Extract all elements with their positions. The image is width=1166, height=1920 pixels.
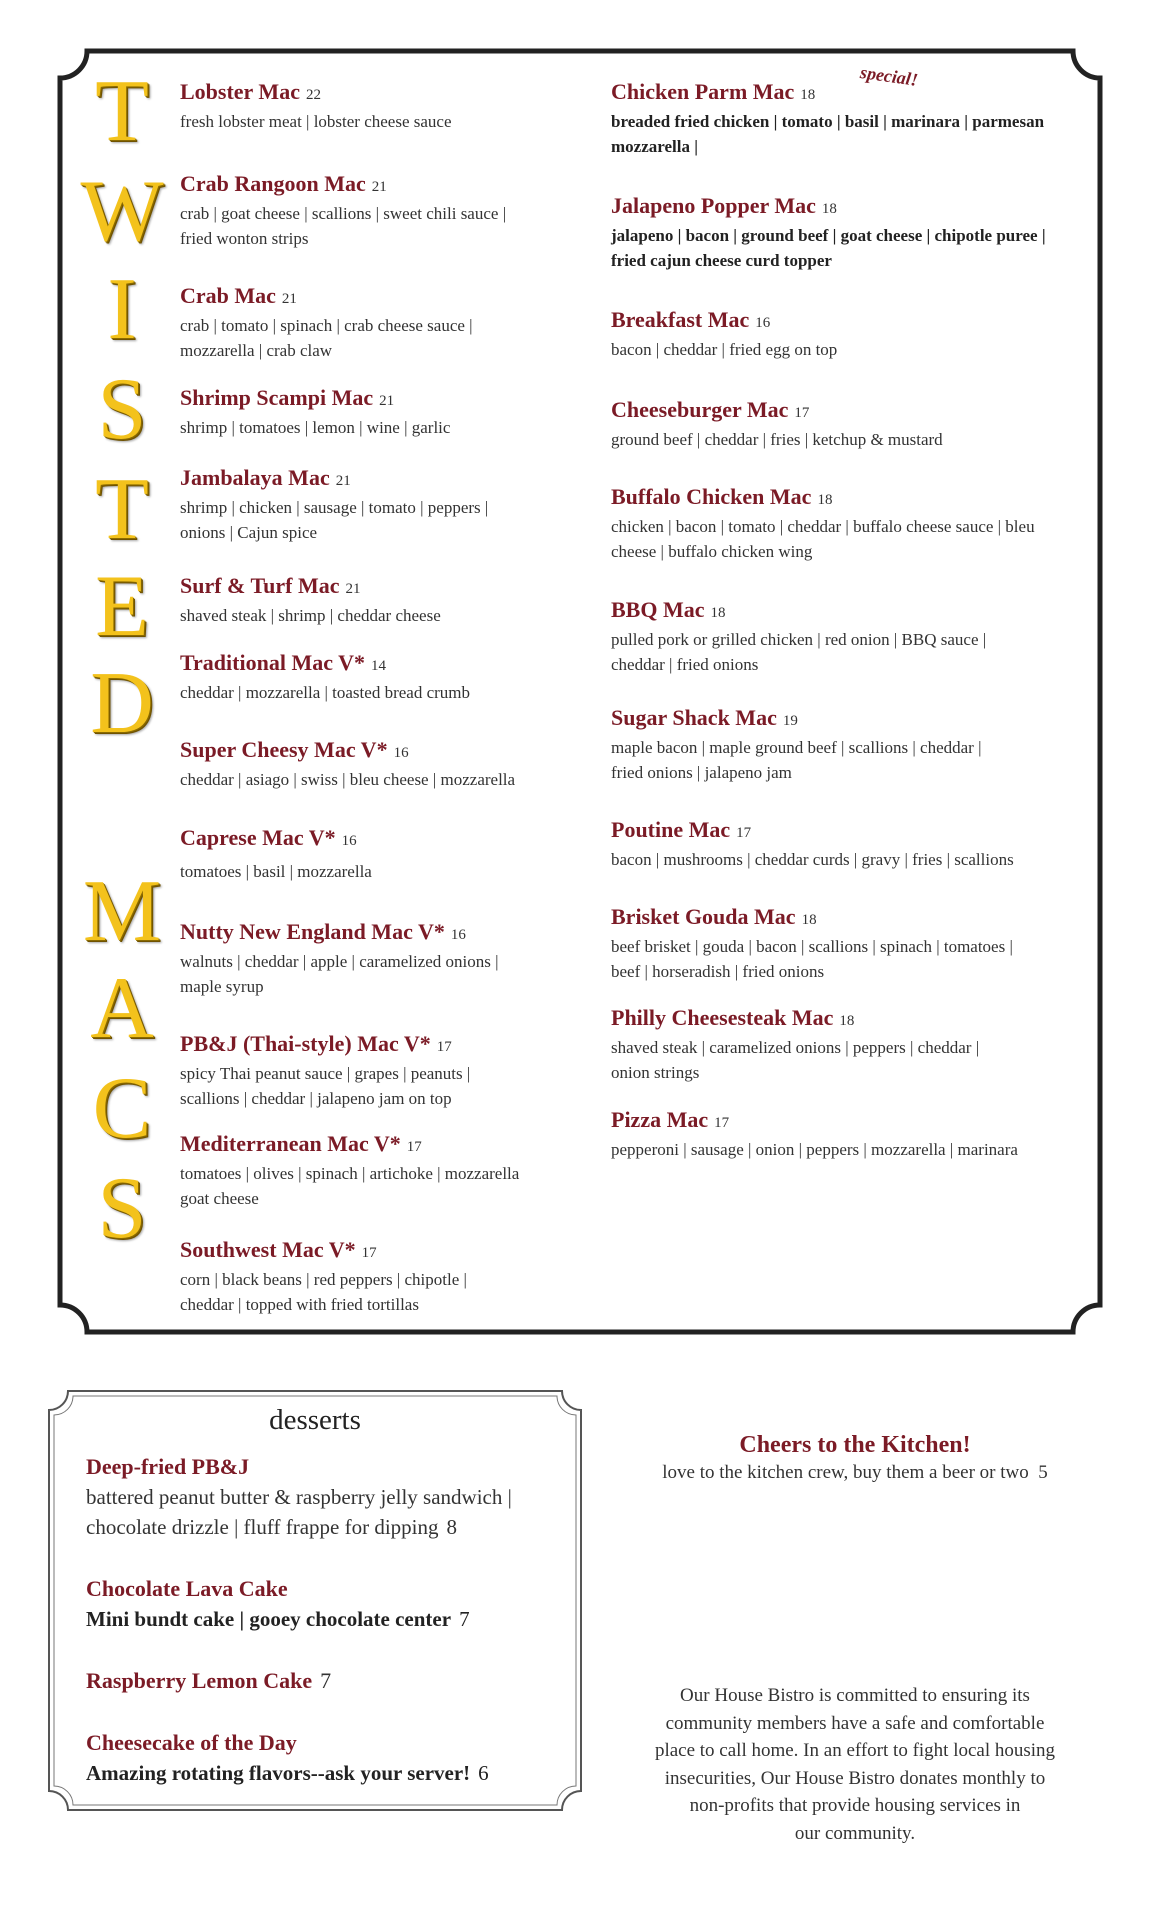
item-description: bacon | mushrooms | cheddar curds | gravy | fries | scallions: [611, 850, 1014, 869]
item-description: maple bacon | maple ground beef | scallions | cheddar |: [611, 738, 982, 757]
dessert-name: Deep-fried PB&J: [86, 1454, 250, 1479]
item-description: chicken | bacon | tomato | cheddar | buffalo cheese sauce | bleu: [611, 517, 1035, 536]
item-description: shrimp | tomatoes | lemon | wine | garlic: [180, 418, 451, 437]
item-name: Brisket Gouda Mac: [611, 904, 796, 929]
menu-item: [611, 1004, 1101, 1085]
dessert-price: 6: [478, 1761, 489, 1785]
item-price: 21: [379, 393, 395, 409]
title-letter: S: [97, 361, 147, 458]
item-description: corn | black beans | red peppers | chipotle |: [180, 1270, 467, 1289]
item-price: 17: [714, 1115, 730, 1131]
dessert-item: [86, 1728, 566, 1788]
menu-item: [180, 1236, 580, 1317]
title-letter: T: [95, 63, 149, 160]
item-name: BBQ Mac: [611, 597, 705, 622]
mission-line: community members have a safe and comfortable: [665, 1712, 1045, 1734]
item-name: Jalapeno Popper Mac: [611, 193, 816, 218]
dessert-name: Raspberry Lemon Cake: [86, 1668, 313, 1693]
item-price: 17: [361, 1245, 377, 1261]
dessert-name: Chocolate Lava Cake: [86, 1576, 288, 1601]
item-description: beef | horseradish | fried onions: [611, 962, 825, 981]
item-name: Jambalaya Mac: [180, 465, 330, 490]
item-name: Mediterranean Mac V*: [180, 1131, 401, 1156]
menu-item: [180, 170, 580, 251]
item-description: pepperoni | sausage | onion | peppers | mozzarella | marinara: [611, 1140, 1018, 1159]
item-name: Cheeseburger Mac: [611, 397, 789, 422]
item-description: cheddar | topped with fried tortillas: [180, 1295, 419, 1314]
title-letter: T: [95, 461, 149, 558]
item-price: 17: [794, 405, 810, 421]
menu-item: [180, 572, 580, 628]
title-letter: E: [95, 558, 149, 655]
item-price: 18: [817, 492, 833, 508]
item-description: pulled pork or grilled chicken | red onion | BBQ sauce |: [611, 630, 987, 649]
cheers-description: love to the kitchen crew, buy them a beer or two 5: [662, 1462, 1048, 1483]
dessert-description: Mini bundt cake | gooey chocolate center: [86, 1607, 452, 1631]
item-description: maple syrup: [180, 977, 264, 996]
menu-item: [180, 649, 580, 705]
item-price: 16: [755, 315, 771, 331]
item-name: Sugar Shack Mac: [611, 705, 777, 730]
item-price: 18: [821, 201, 837, 217]
cheers-price: 5: [1038, 1462, 1048, 1483]
menu-item: [180, 1130, 580, 1211]
item-description: tomatoes | olives | spinach | artichoke | mozzarella: [180, 1164, 520, 1183]
item-description: cheddar | fried onions: [611, 655, 759, 674]
item-price: 22: [305, 87, 321, 103]
item-name: Chicken Parm Mac: [611, 79, 795, 104]
menu-item: [180, 1030, 580, 1111]
title-letter: D: [90, 655, 154, 752]
dessert-name: Cheesecake of the Day: [86, 1730, 297, 1755]
item-price: 17: [736, 825, 752, 841]
item-description: jalapeno | bacon | ground beef | goat cheese | chipotle puree |: [611, 226, 1046, 245]
item-name: Nutty New England Mac V*: [180, 919, 445, 944]
menu-item: [611, 1106, 1101, 1162]
vertical-title: [72, 63, 172, 1257]
mission-line: insecurities, Our House Bistro donates monthly to: [664, 1767, 1046, 1789]
item-name: Crab Mac: [180, 283, 276, 308]
item-description: tomatoes | basil | mozzarella: [180, 862, 372, 881]
item-description: shrimp | chicken | sausage | tomato | peppers |: [180, 498, 489, 517]
menu-item: [180, 282, 580, 363]
item-description: onion strings: [611, 1063, 700, 1082]
item-name: Caprese Mac V*: [180, 825, 336, 850]
dessert-price: 8: [446, 1515, 457, 1539]
mission-statement: [620, 1682, 1090, 1847]
item-description: fried cajun cheese curd topper: [611, 251, 832, 270]
item-description: walnuts | cheddar | apple | caramelized onions |: [180, 952, 499, 971]
menu-item: [180, 78, 580, 134]
item-price: 16: [393, 745, 409, 761]
item-description: fried onions | jalapeno jam: [611, 763, 792, 782]
item-name: Philly Cheesesteak Mac: [611, 1005, 834, 1030]
item-name: Pizza Mac: [611, 1107, 709, 1132]
item-price: 18: [839, 1013, 855, 1029]
menu-item: [611, 704, 1101, 785]
cheers-heading: Cheers to the Kitchen!: [739, 1432, 971, 1458]
item-description: crab | tomato | spinach | crab cheese sauce |: [180, 316, 473, 335]
item-price: 18: [801, 912, 817, 928]
desserts-heading: desserts: [269, 1404, 361, 1436]
menu-item: [180, 824, 580, 884]
item-name: Southwest Mac V*: [180, 1237, 356, 1262]
item-name: Buffalo Chicken Mac: [611, 484, 812, 509]
item-description: shaved steak | shrimp | cheddar cheese: [180, 606, 441, 625]
title-letter: M: [82, 863, 162, 960]
title-letter: I: [107, 261, 137, 358]
item-name: PB&J (Thai-style) Mac V*: [180, 1031, 431, 1056]
menu-item: [180, 918, 580, 999]
item-price: 14: [370, 658, 386, 674]
title-letter: C: [92, 1060, 152, 1157]
item-description: spicy Thai peanut sauce | grapes | peanuts |: [180, 1064, 471, 1083]
item-description: ground beef | cheddar | fries | ketchup & mustard: [611, 430, 943, 449]
menu-item: [611, 483, 1101, 564]
dessert-price: 7: [320, 1668, 332, 1693]
dessert-item: [86, 1452, 566, 1542]
item-description: scallions | cheddar | jalapeno jam on top: [180, 1089, 452, 1108]
mission-line: non-profits that provide housing services in: [689, 1795, 1021, 1816]
dessert-description: chocolate drizzle | fluff frappe for dipping: [86, 1515, 439, 1539]
item-description: breaded fried chicken | tomato | basil | marinara | parmesan: [611, 112, 1045, 131]
item-name: Lobster Mac: [180, 79, 300, 104]
dessert-item: [86, 1666, 566, 1696]
item-price: 21: [345, 581, 361, 597]
item-description: goat cheese: [180, 1189, 259, 1208]
item-price: 21: [281, 291, 297, 307]
dessert-item: [86, 1574, 566, 1634]
item-description: mozzarella |: [611, 137, 698, 156]
menu-item: [180, 464, 580, 545]
menu-item: [611, 903, 1101, 984]
item-price: 16: [341, 833, 357, 849]
item-description: beef brisket | gouda | bacon | scallions | spinach | tomatoes |: [611, 937, 1013, 956]
mission-line: our community.: [794, 1822, 916, 1844]
item-description: crab | goat cheese | scallions | sweet chili sauce |: [180, 204, 507, 223]
item-price: 16: [450, 927, 466, 943]
item-price: 21: [371, 179, 387, 195]
menu-item: [180, 384, 580, 440]
item-price: 19: [782, 713, 798, 729]
item-name: Traditional Mac V*: [180, 650, 365, 675]
dessert-price: 7: [459, 1607, 470, 1631]
menu-item: [180, 736, 580, 792]
item-price: 17: [436, 1039, 452, 1055]
title-letter: A: [90, 960, 154, 1057]
item-description: cheddar | asiago | swiss | bleu cheese | mozzarella: [180, 770, 516, 789]
dessert-description: Amazing rotating flavors--ask your server!: [86, 1761, 471, 1785]
item-price: 17: [406, 1139, 422, 1155]
menu-item: [611, 192, 1101, 273]
item-name: Crab Rangoon Mac: [180, 171, 366, 196]
menu-item: [611, 78, 1101, 159]
menu-item: [611, 396, 1101, 452]
item-price: 18: [800, 87, 816, 103]
mission-line: Our House Bistro is committed to ensuring its: [680, 1685, 1030, 1706]
item-description: mozzarella | crab claw: [180, 341, 333, 360]
menu-item: [611, 306, 1101, 362]
item-name: Shrimp Scampi Mac: [180, 385, 374, 410]
item-name: Super Cheesy Mac V*: [180, 737, 388, 762]
item-description: cheese | buffalo chicken wing: [611, 542, 813, 561]
menu-item: [611, 596, 1101, 677]
item-description: fried wonton strips: [180, 229, 309, 248]
item-price: 21: [335, 473, 351, 489]
item-name: Surf & Turf Mac: [180, 573, 340, 598]
mission-line: place to call home. In an effort to fight local housing: [654, 1740, 1056, 1761]
item-price: 18: [710, 605, 726, 621]
item-description: onions | Cajun spice: [180, 523, 318, 542]
title-letter: W: [80, 163, 164, 260]
special-badge: special!: [858, 62, 920, 90]
menu-item: [611, 816, 1101, 872]
dessert-description: battered peanut butter & raspberry jelly sandwich |: [86, 1485, 512, 1509]
item-description: cheddar | mozzarella | toasted bread crumb: [180, 683, 470, 702]
item-name: Breakfast Mac: [611, 307, 750, 332]
item-description: fresh lobster meat | lobster cheese sauce: [180, 112, 452, 131]
item-name: Poutine Mac: [611, 817, 731, 842]
item-description: bacon | cheddar | fried egg on top: [611, 340, 838, 359]
title-letter: S: [97, 1160, 147, 1257]
item-description: shaved steak | caramelized onions | peppers | cheddar |: [611, 1038, 980, 1057]
